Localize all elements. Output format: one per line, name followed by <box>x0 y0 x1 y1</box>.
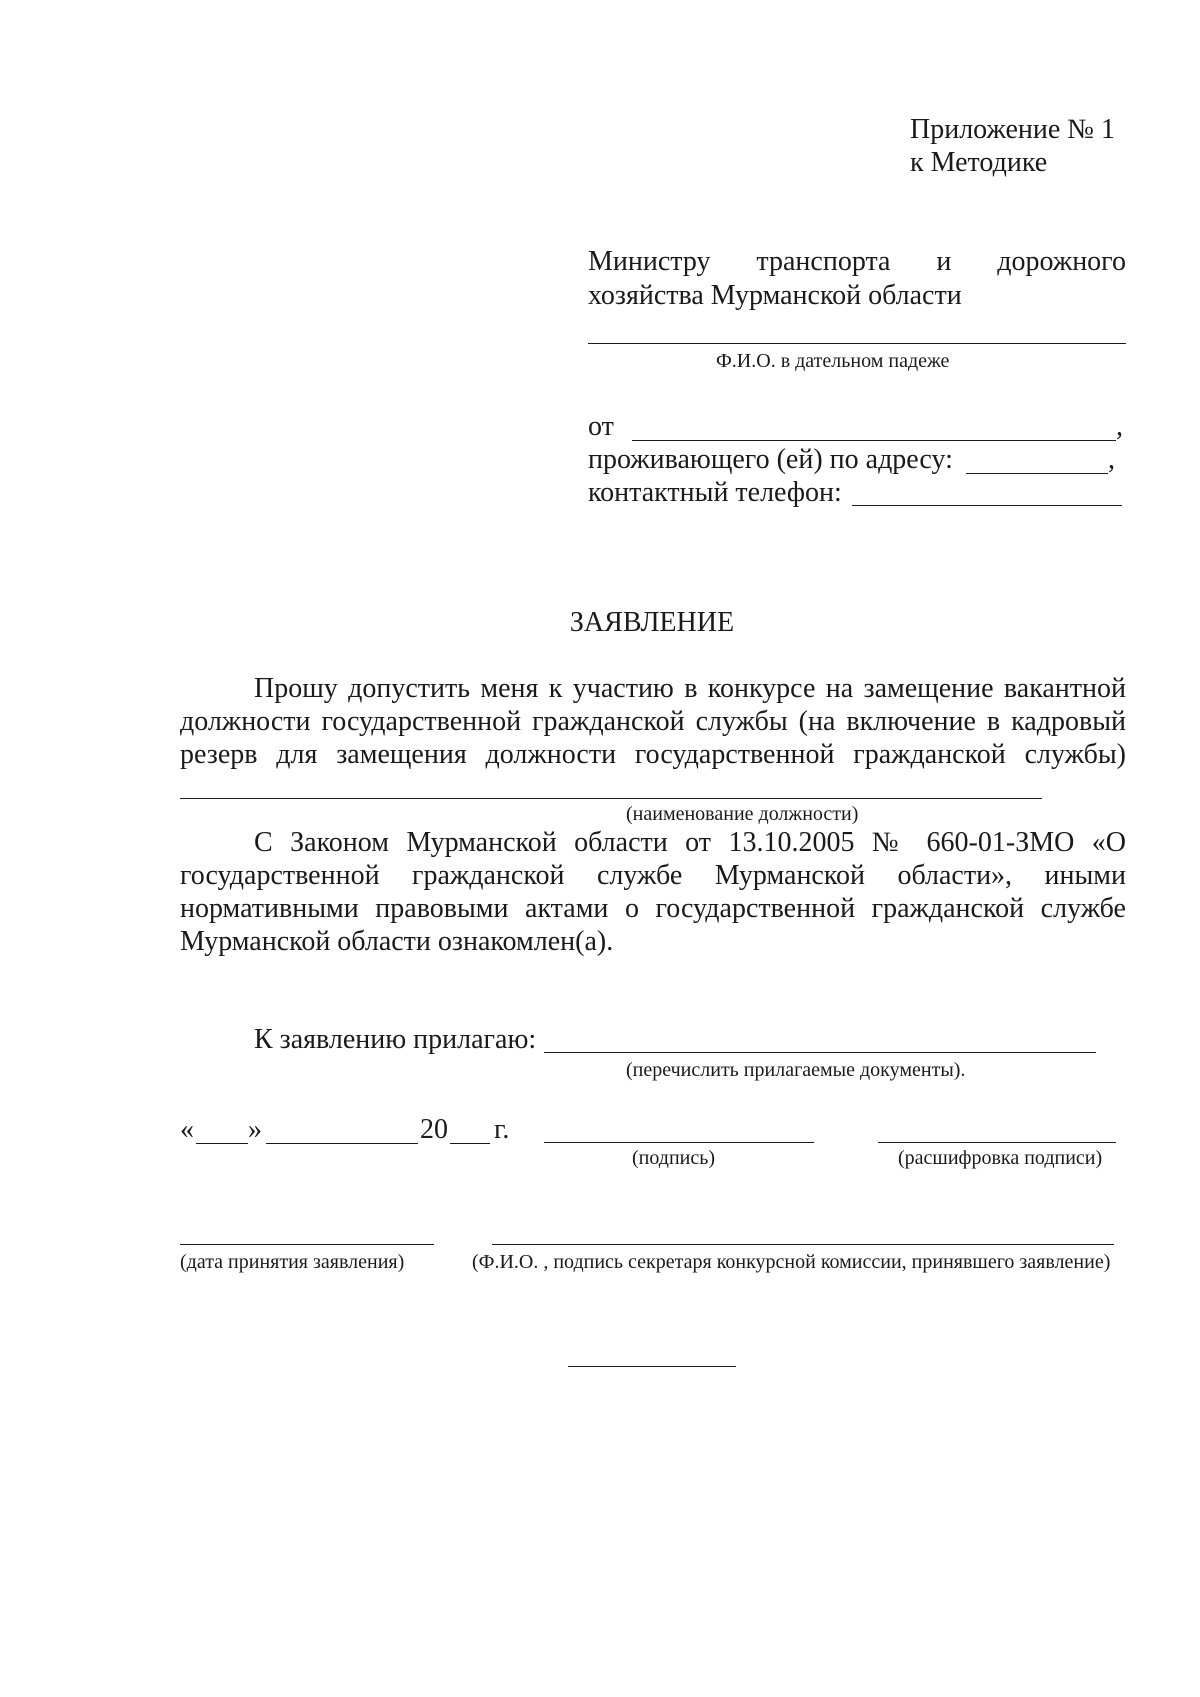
appendix-line-2: к Методике <box>910 147 1048 178</box>
from-label: от <box>588 411 614 442</box>
phone-blank[interactable] <box>852 505 1122 506</box>
address-comma: , <box>1108 444 1115 475</box>
request-line-3: резерв для замещения должности государственной гражданской службы) <box>180 739 1126 770</box>
from-comma: , <box>1116 411 1123 442</box>
addressee-word: транспорта <box>756 246 891 277</box>
attachments-label: К заявлению прилагаю: <box>254 1024 537 1055</box>
signature-decoding-caption: (расшифровка подписи) <box>898 1147 1103 1169</box>
request-line-2: должности государственной гражданской службы (на включение в кадровый <box>180 706 1126 737</box>
addressee-caption: Ф.И.О. в дательном падеже <box>716 350 950 372</box>
address-blank[interactable] <box>966 473 1108 474</box>
addressee-name-blank[interactable] <box>588 343 1126 344</box>
date-year-suffix: г. <box>494 1114 510 1145</box>
closing-separator <box>568 1366 736 1367</box>
request-line-1: Прошу допустить меня к участию в конкурсе на замещение вакантной <box>254 673 1126 704</box>
address-label: проживающего (ей) по адресу: <box>588 444 953 475</box>
request-paragraph <box>180 672 1126 771</box>
secretary-blank[interactable] <box>492 1244 1114 1245</box>
signature-decoding-blank[interactable] <box>878 1142 1116 1143</box>
date-day-blank[interactable] <box>196 1143 248 1144</box>
phone-label: контактный телефон: <box>588 477 842 508</box>
date-close-quote: » <box>248 1114 262 1145</box>
secretary-caption: (Ф.И.О. , подпись секретаря конкурсной комиссии, принявшего заявление) <box>472 1251 1111 1273</box>
attachments-blank[interactable] <box>544 1052 1096 1053</box>
acceptance-date-caption: (дата принятия заявления) <box>180 1251 405 1273</box>
law-line-1: С Законом Мурманской области от 13.10.2005 № 660-01-ЗМО «О <box>254 827 1126 858</box>
addressee-word: дорожного <box>997 246 1126 277</box>
addressee-line-2: хозяйства Мурманской области <box>588 280 962 311</box>
addressee-word: Министру <box>588 246 711 277</box>
attachments-caption: (перечислить прилагаемые документы). <box>626 1059 966 1081</box>
law-line-3: нормативными правовыми актами о государственной гражданской службе <box>180 893 1126 924</box>
position-name-blank[interactable] <box>180 798 1042 799</box>
addressee-line-1 <box>588 246 1126 278</box>
date-month-blank[interactable] <box>266 1143 418 1144</box>
law-line-4: Мурманской области ознакомлен(а). <box>180 926 614 957</box>
date-year-prefix: 20 <box>420 1114 448 1145</box>
position-caption: (наименование должности) <box>626 803 859 825</box>
from-blank[interactable] <box>632 440 1116 441</box>
addressee-word: и <box>936 246 952 277</box>
signature-blank[interactable] <box>544 1142 814 1143</box>
date-year-blank[interactable] <box>450 1143 490 1144</box>
date-open-quote: « <box>180 1114 194 1145</box>
document-title: ЗАЯВЛЕНИЕ <box>569 607 735 638</box>
appendix-line-1: Приложение № 1 <box>910 114 1115 145</box>
law-paragraph <box>180 826 1126 958</box>
acceptance-date-blank[interactable] <box>180 1244 434 1245</box>
signature-caption: (подпись) <box>632 1147 716 1169</box>
law-line-2: государственной гражданской службе Мурманской области», иными <box>180 860 1126 891</box>
